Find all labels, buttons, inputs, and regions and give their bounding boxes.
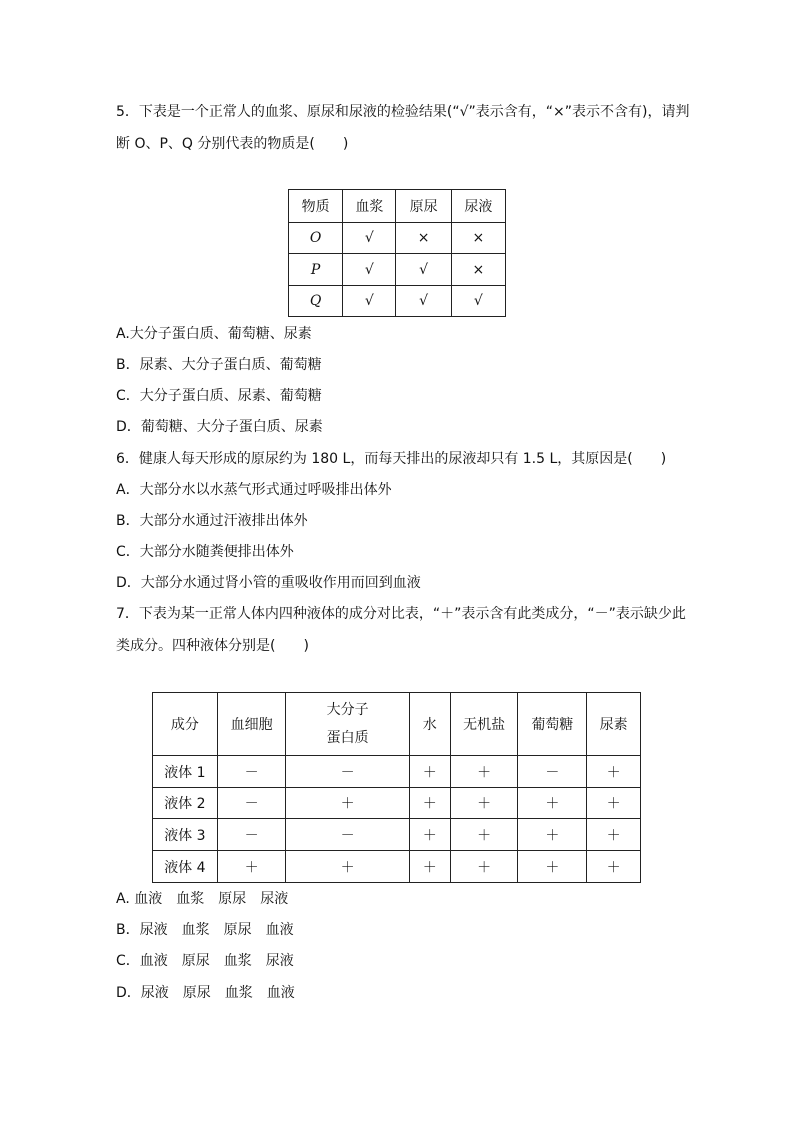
q6-option-b: B．大部分水通过汗液排出体外 — [116, 513, 308, 529]
q7-option-c: C．血液 原尿 血浆 尿液 — [116, 953, 294, 969]
q5-cell: × — [451, 254, 505, 286]
q5-cell: × — [451, 223, 505, 254]
q7-th-component: 成分 — [153, 693, 218, 756]
q7-cell: － — [286, 819, 409, 851]
q5-cell: √ — [343, 254, 396, 286]
q7-th-macro-protein-line1: 大分子 — [326, 702, 369, 718]
q5-cell: P — [289, 254, 343, 286]
q5-option-b: B．尿素、大分子蛋白质、葡萄糖 — [116, 357, 322, 373]
q5-cell: √ — [343, 286, 396, 317]
q7-cell: ＋ — [409, 851, 450, 883]
q7-cell: ＋ — [450, 819, 518, 851]
q7-cell: 液体 1 — [153, 756, 218, 788]
q6-option-c: C．大部分水随粪便排出体外 — [116, 544, 294, 560]
q7-stem-line2: 类成分。四种液体分别是( ) — [116, 638, 309, 654]
q5-th-primary-urine: 原尿 — [396, 190, 451, 223]
q7-cell: ＋ — [518, 819, 587, 851]
q5-stem-line1: 5．下表是一个正常人的血浆、原尿和尿液的检验结果(“√”表示含有，“×”表示不含有)，请判 — [116, 104, 690, 120]
q5-option-d: D．葡萄糖、大分子蛋白质、尿素 — [116, 419, 323, 435]
q7-th-water: 水 — [409, 693, 450, 756]
q7-cell: ＋ — [217, 851, 286, 883]
table-row — [153, 851, 641, 883]
q7-cell: － — [217, 788, 286, 819]
q7-cell: ＋ — [518, 851, 587, 883]
q7-cell: ＋ — [587, 756, 641, 788]
q7-th-macro-protein-line2: 蛋白质 — [326, 730, 369, 746]
q5-cell: Q — [289, 286, 343, 317]
q5-th-substance: 物质 — [289, 190, 343, 223]
q5-stem-line2: 断 O、P、Q 分别代表的物质是( ) — [116, 136, 349, 152]
q5-option-a: A.大分子蛋白质、葡萄糖、尿素 — [116, 326, 312, 342]
q7-cell: 液体 4 — [153, 851, 218, 883]
q7-cell: ＋ — [587, 851, 641, 883]
q7-th-blood-cells: 血细胞 — [217, 693, 286, 756]
table-row — [289, 286, 506, 317]
q6-stem-line1: 6．健康人每天形成的原尿约为 180 L，而每天排出的尿液却只有 1.5 L，其原因是( ) — [116, 451, 667, 467]
q7-cell: 液体 3 — [153, 819, 218, 851]
table-row — [153, 788, 641, 819]
q7-cell: ＋ — [450, 756, 518, 788]
q5-th-plasma: 血浆 — [343, 190, 396, 223]
q7-cell: ＋ — [286, 851, 409, 883]
q7-th-inorganic-salt: 无机盐 — [450, 693, 518, 756]
q7-cell: ＋ — [450, 851, 518, 883]
q7-th-glucose: 葡萄糖 — [518, 693, 587, 756]
q5-cell: √ — [451, 286, 505, 317]
q5-table — [288, 189, 506, 317]
q7-cell: ＋ — [409, 819, 450, 851]
q5-cell: O — [289, 223, 343, 254]
q5-cell: √ — [343, 223, 396, 254]
q7-cell: － — [217, 819, 286, 851]
q7-cell: － — [286, 756, 409, 788]
q7-option-a: A. 血液 血浆 原尿 尿液 — [116, 891, 289, 907]
q7-cell: ＋ — [409, 756, 450, 788]
q7-table — [152, 692, 641, 883]
q7-cell: ＋ — [518, 788, 587, 819]
q7-cell: ＋ — [450, 788, 518, 819]
q6-option-a: A．大部分水以水蒸气形式通过呼吸排出体外 — [116, 482, 392, 498]
table-row — [289, 254, 506, 286]
q5-cell: √ — [396, 254, 451, 286]
q6-option-d: D．大部分水通过肾小管的重吸收作用而回到血液 — [116, 575, 421, 591]
q7-table-header-row — [153, 693, 641, 756]
q7-th-macro-protein — [286, 693, 409, 756]
q7-cell: ＋ — [286, 788, 409, 819]
table-row — [153, 819, 641, 851]
q7-th-urea: 尿素 — [587, 693, 641, 756]
q7-cell: － — [518, 756, 587, 788]
q5-th-urine: 尿液 — [451, 190, 505, 223]
q5-option-c: C．大分子蛋白质、尿素、葡萄糖 — [116, 388, 322, 404]
q5-cell: √ — [396, 286, 451, 317]
q7-cell: ＋ — [409, 788, 450, 819]
q7-cell: － — [217, 756, 286, 788]
q5-cell: × — [396, 223, 451, 254]
q7-option-b: B．尿液 血浆 原尿 血液 — [116, 922, 294, 938]
q7-cell: ＋ — [587, 788, 641, 819]
q5-table-header-row — [289, 190, 506, 223]
table-row — [153, 756, 641, 788]
q7-stem-line1: 7．下表为某一正常人体内四种液体的成分对比表，“＋”表示含有此类成分，“－”表示缺少此 — [116, 606, 686, 622]
q7-cell: 液体 2 — [153, 788, 218, 819]
q7-option-d: D．尿液 原尿 血浆 血液 — [116, 985, 295, 1001]
table-row — [289, 223, 506, 254]
q7-cell: ＋ — [587, 819, 641, 851]
